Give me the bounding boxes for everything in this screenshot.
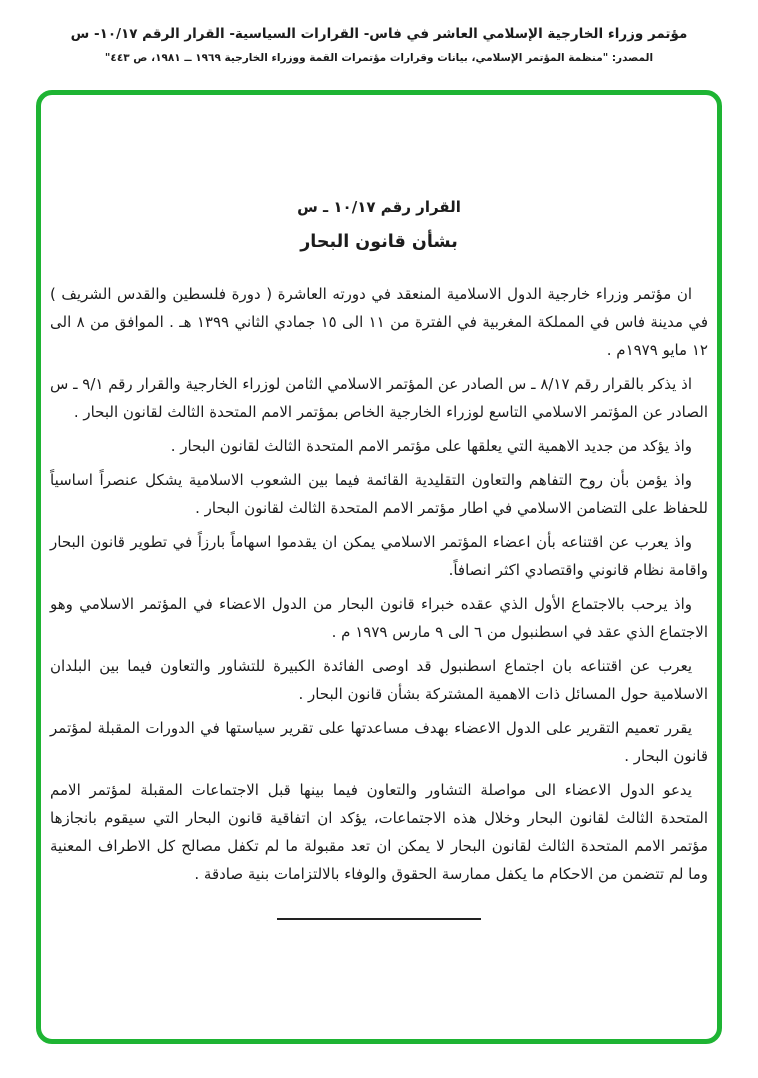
paragraph-welcoming-istanbul-meeting: واذ يرحب بالاجتماع الأول الذي عقده خبراء قانون البحار من الدول الاعضاء في المؤتمر الاسلامي وهو الاجتماع الذي عقد في اسطنبول من ٦ الى ٩ مارس ١٩٧٩ م . [50, 595, 708, 641]
resolution-subject-title: بشأن قانون البحار [300, 232, 458, 252]
paragraph-preamble-session: ان مؤتمر وزراء خارجية الدول الاسلامية المنعقد في دورته العاشرة ( دورة فلسطين والقدس الشريف ) في مدينة فاس في المملكة المغربية في الفترة من ١١ الى ١٥ جمادي الثاني ١٣٩٩ هـ . الموافق من ٨ الى ١٢ مايو ١٩٧٩م . [50, 285, 708, 359]
paragraph-expressing-conviction: واذ يعرب عن اقتناعه بأن اعضاء المؤتمر الاسلامي يمكن ان يقدموا اسهاماً بارزاً في تطوير قانون البحار واقامة نظام قانوني واقتصادي اكثر انصافاً. [50, 533, 708, 579]
paragraph-reaffirming-importance: واذ يؤكد من جديد الاهمية التي يعلقها على مؤتمر الامم المتحدة الثالث لقانون البحار . [170, 437, 692, 455]
paragraph-recalling-resolutions: اذ يذكر بالقرار رقم ٨/١٧ ـ س الصادر عن المؤتمر الاسلامي الثامن لوزراء الخارجية والقرار رقم ٩/١ ـ س الصادر عن المؤتمر الاسلامي التاسع لوزراء الخارجية الخاص بمؤتمر الامم المتحدة الثالث لقانون البحار . [50, 375, 708, 421]
document-source-header [0, 24, 758, 66]
paragraph-istanbul-recommendation: يعرب عن اقتناعه بان اجتماع اسطنبول قد اوصى الفائدة الكبيرة للتشاور والتعاون فيما بين البلدان الاسلامية حول المسائل ذات الاهمية المشتركة بشأن قانون البحار . [50, 657, 708, 703]
resolution-paragraphs [50, 280, 708, 888]
resolution-body [41, 95, 717, 920]
paragraph-invites-member-states: يدعو الدول الاعضاء الى مواصلة التشاور والتعاون فيما بينها قبل الاجتماعات المقبلة لمؤتمر الامم المتحدة الثالث لقانون البحار وخلال هذه الاجتماعات، يؤكد ان اتفاقية قانون البحار التي سيقوم بانجازها مؤتمر الامم المتحدة الثالث لقانون البحار لا يمكن ان تعد مقبولة ما لم تكفل مصالح كل الاطراف المعنية وما لم تتضمن من الاحكام ما يكفل ممارسة الحقوق والوفاء بالالتزامات بنية صادقة . [50, 781, 708, 883]
header-conference-title: مؤتمر وزراء الخارجية الإسلامي العاشر في فاس- القرارات السياسية- القرار الرقم ١٠/١٧- س [70, 26, 688, 42]
paragraph-decides-circulate-report: يقرر تعميم التقرير على الدول الاعضاء بهدف مساعدتها على تقرير سياستها في الدورات المقبلة لمؤتمر قانون البحار . [50, 719, 708, 765]
resolution-number-title: القرار رقم ١٠/١٧ ـ س [297, 198, 461, 216]
end-divider-line [277, 918, 481, 920]
header-source-citation: المصدر: "منظمة المؤتمر الإسلامي، بيانات وقرارات مؤتمرات القمة ووزراء الخارجية ١٩٦٩ ــ ١٩٨١، ص ٤٤٣" [104, 52, 654, 64]
paragraph-believing-cooperation: واذ يؤمن بأن روح التفاهم والتعاون التقليدية القائمة فيما بين الشعوب الاسلامية يشكل عنصراً اساسياً للحفاظ على التضامن الاسلامي في اطار مؤتمر الامم المتحدة الثالث لقانون البحار . [50, 471, 708, 517]
green-border-frame [36, 90, 722, 1044]
